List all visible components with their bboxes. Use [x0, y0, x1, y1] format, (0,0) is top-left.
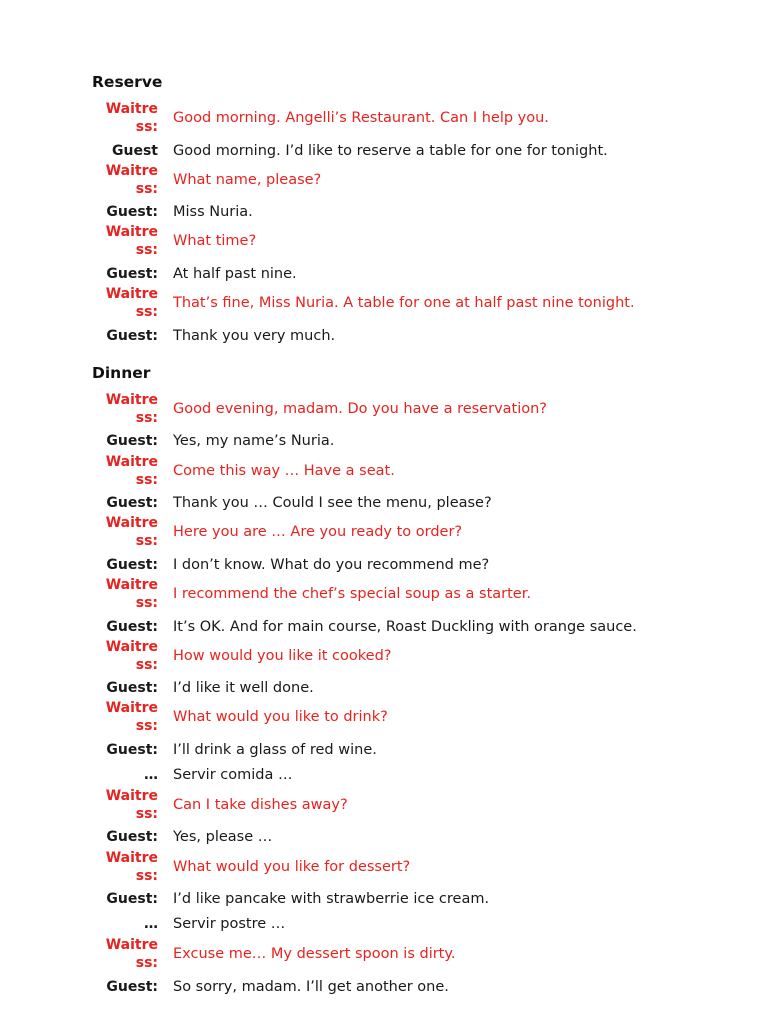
speaker-label: Waitre ss: [105, 392, 158, 426]
utterance-text: I’d like it well done. [173, 680, 314, 696]
speaker-label: Waitre ss: [105, 700, 158, 734]
speaker-label: Waitre ss: [105, 286, 158, 320]
speaker-label: … [144, 767, 158, 783]
speaker-label: Waitre ss: [105, 101, 158, 135]
speaker-label: Waitre ss: [105, 788, 158, 822]
speaker-label: Guest: [106, 619, 158, 635]
section-heading: Reserve [92, 73, 163, 91]
utterance-text: At half past nine. [173, 266, 297, 282]
speaker-label: Guest: [106, 328, 158, 344]
utterance-text: Yes, please … [173, 829, 273, 845]
speaker-label: Waitre ss: [105, 224, 158, 258]
utterance-text: Servir postre … [173, 916, 286, 932]
utterance-text: Excuse me… My dessert spoon is dirty. [173, 946, 456, 962]
speaker-label: Guest: [106, 829, 158, 845]
speaker-label: Waitre ss: [105, 163, 158, 197]
speaker-label: Waitre ss: [105, 937, 158, 971]
utterance-text: What would you like for dessert? [173, 859, 411, 875]
speaker-label: Waitre ss: [105, 577, 158, 611]
speaker-label: Guest: [106, 433, 158, 449]
speaker-label: Waitre ss: [105, 515, 158, 549]
utterance-text: Come this way … Have a seat. [173, 463, 395, 479]
utterance-text: Good morning. I’d like to reserve a table for one for tonight. [173, 143, 608, 159]
utterance-text: I don’t know. What do you recommend me? [173, 557, 490, 573]
utterance-text: I’d like pancake with strawberrie ice cream. [173, 891, 490, 907]
utterance-text: What name, please? [173, 172, 322, 188]
utterance-text: I’ll drink a glass of red wine. [173, 742, 377, 758]
utterance-text: Here you are … Are you ready to order? [173, 524, 463, 540]
utterance-text: Miss Nuria. [173, 204, 253, 220]
utterance-text: Thank you … Could I see the menu, please? [173, 495, 492, 511]
utterance-text: What would you like to drink? [173, 709, 388, 725]
utterance-text: Thank you very much. [173, 328, 336, 344]
speaker-label: Guest: [106, 204, 158, 220]
speaker-label: Guest: [106, 266, 158, 282]
utterance-text: How would you like it cooked? [173, 648, 392, 664]
utterance-text: Good evening, madam. Do you have a reservation? [173, 401, 548, 417]
utterance-text: Servir comida … [173, 767, 293, 783]
speaker-label: Guest: [106, 742, 158, 758]
speaker-label: Waitre ss: [105, 639, 158, 673]
utterance-text: Can I take dishes away? [173, 797, 348, 813]
speaker-label: Guest: [106, 495, 158, 511]
speaker-label: Guest: [106, 680, 158, 696]
speaker-label: Waitre ss: [105, 850, 158, 884]
utterance-text: So sorry, madam. I’ll get another one. [173, 979, 449, 995]
utterance-text: Good morning. Angelli’s Restaurant. Can I help you. [173, 110, 549, 126]
speaker-label: … [144, 916, 158, 932]
speaker-label: Guest [112, 143, 158, 159]
utterance-text: What time? [173, 233, 257, 249]
utterance-text: It’s OK. And for main course, Roast Duckling with orange sauce. [173, 619, 637, 635]
utterance-text: That’s fine, Miss Nuria. A table for one at half past nine tonight. [173, 295, 635, 311]
section-heading: Dinner [92, 364, 151, 382]
utterance-text: Yes, my name’s Nuria. [173, 433, 335, 449]
speaker-label: Guest: [106, 891, 158, 907]
speaker-label: Waitre ss: [105, 454, 158, 488]
speaker-label: Guest: [106, 557, 158, 573]
speaker-label: Guest: [106, 979, 158, 995]
utterance-text: I recommend the chef’s special soup as a starter. [173, 586, 531, 602]
